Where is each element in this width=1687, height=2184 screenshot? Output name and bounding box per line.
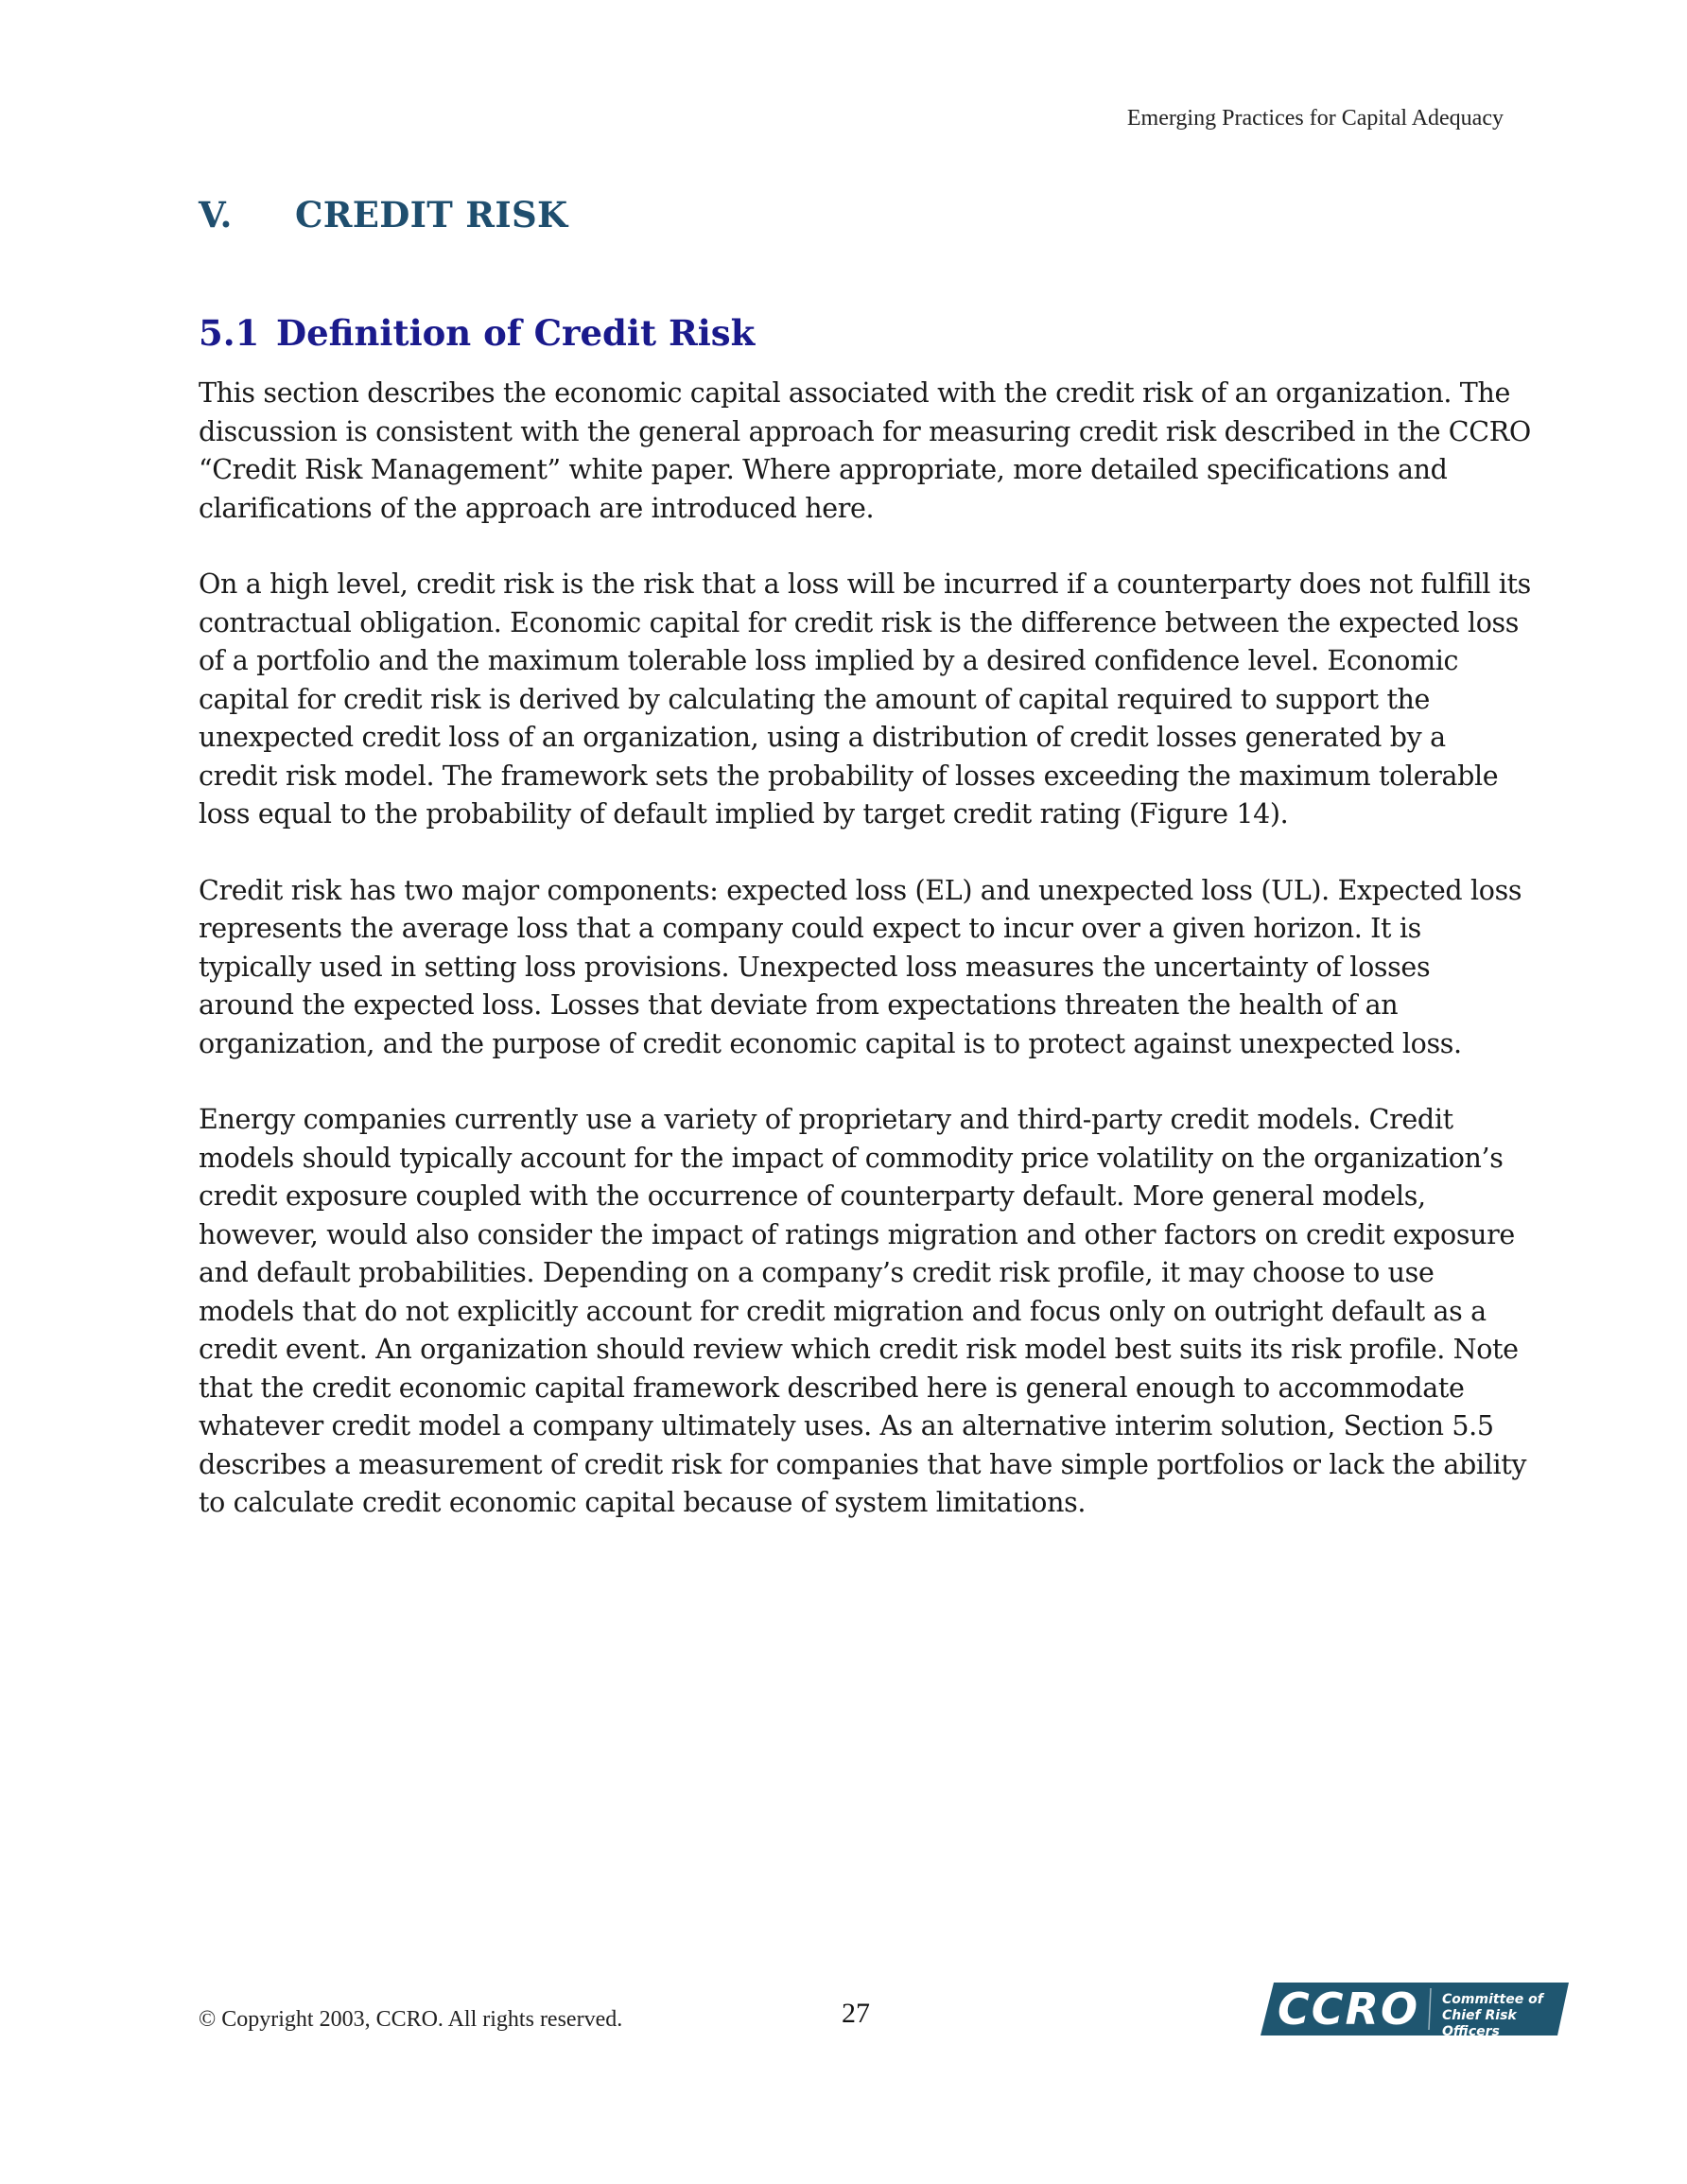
section-number: 5.1 [199, 312, 260, 354]
paragraph: Energy companies currently use a variety of proprietary and third-party credit models. Credit models should typically account for the impact of commodity price volatility on the organization’s credit exposure coupled with the occurrence of counterparty default. More general models, however, would also consider the impact of ratings migration and other factors on credit exposure and default probabilities. Depending on a company’s credit risk profile, it may choose to use models that do not explicitly account for credit migration and focus only on outright default as a credit event. An organization should review which credit risk model best suits its risk profile. Note that the credit economic capital framework described here is general enough to accommodate whatever credit model a company ultimately uses. As an alternative interim solution, Section 5.5 describes a measurement of credit risk for companies that have simple portfolios or lack the ability to calculate credit economic capital because of system limitations. [199, 1104, 1527, 1518]
logo-tagline-line2: Chief Risk Officers [1442, 2008, 1517, 2039]
running-header: Emerging Practices for Capital Adequacy [1126, 106, 1504, 131]
section-title-text: Definition of Credit Risk [276, 312, 756, 354]
chapter-number: V. [199, 194, 233, 236]
logo-tagline-line1: Committee of [1442, 1992, 1543, 2007]
logo-wordmark: CCRO [1278, 1983, 1420, 2035]
chapter-title-text: CREDIT RISK [295, 194, 568, 236]
footer-copyright: © Copyright 2003, CCRO. All rights reserved. [199, 2007, 623, 2032]
page-number: 27 [842, 1998, 870, 2029]
paragraph: On a high level, credit risk is the risk that a loss will be incurred if a counterparty does not fulfill its contractual obligation. Economic capital for credit risk is the difference between the expected loss of a portfolio and the maximum tolerable loss implied by a desired confidence level. Economic capital for credit risk is derived by calculating the amount of capital required to support the unexpected credit loss of an organization, using a distribution of credit losses generated by a credit risk model. The framework sets the probability of losses exceeding the maximum tolerable loss equal to the probability of default implied by target credit rating (Figure 14). [199, 568, 1531, 830]
chapter-title [199, 194, 567, 236]
paragraph: This section describes the economic capital associated with the credit risk of an organization. The discussion is consistent with the general approach for measuring credit risk described in the CCRO “Credit Risk Management” white paper. Where appropriate, more detailed specifications and clarifications of the approach are introduced here. [199, 377, 1531, 524]
paragraph: Credit risk has two major components: expected loss (EL) and unexpected loss (UL). Expected loss represents the average loss that a company could expect to incur over a given horizon. It is typically used in setting loss provisions. Unexpected loss measures the uncertainty of losses around the expected loss. Losses that deviate from expectations threaten the health of an organization, and the purpose of credit economic capital is to protect against unexpected loss. [199, 874, 1522, 1059]
section-title [199, 312, 755, 354]
ccro-logo [1261, 1983, 1569, 2039]
logo-tagline [1442, 1992, 1569, 2040]
body-text [199, 375, 1532, 1561]
